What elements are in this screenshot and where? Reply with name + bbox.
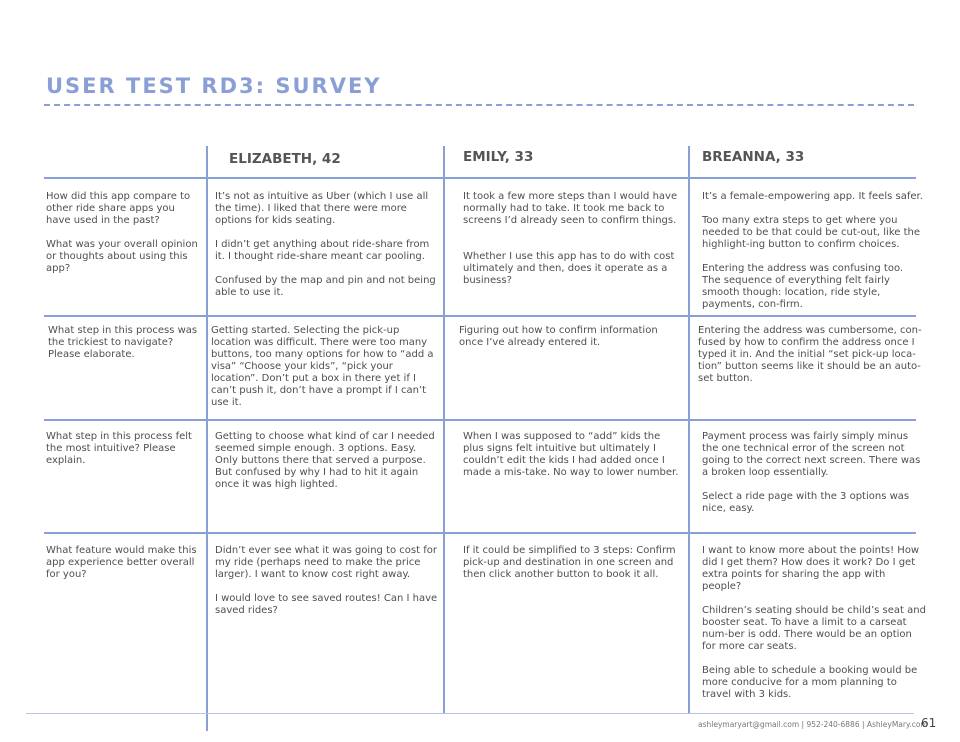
question-text: What step in this process was the trickiest to navigate? Please elaborate. xyxy=(48,325,198,360)
answer-text: Whether I use this app has to do with cost ultimately and then, does it operate as a business? xyxy=(463,251,675,286)
answer-text: Select a ride page with the 3 options was nice, easy. xyxy=(702,491,910,514)
answer-text: It’s a female-empowering app. It feels safer. xyxy=(702,191,923,202)
answer-text: I want to know more about the points! How did I get them? How does it work? Do I get extra points for sharing the app with people? xyxy=(702,545,920,592)
answer-cell-emily xyxy=(463,191,679,287)
page-number: 61 xyxy=(921,716,937,730)
page-title: USER TEST RD3: SURVEY xyxy=(46,74,382,98)
question-cell xyxy=(46,431,204,467)
answer-text: If it could be simplified to 3 steps: Confirm pick-up and destination in one screen and then click another button to book it all. xyxy=(463,545,676,580)
answer-text: Didn’t ever see what it was going to cost for my ride (perhaps need to make the price larger). I want to know cost right away. xyxy=(215,545,437,580)
answer-text: When I was supposed to “add” kids the plus signs felt intuitive but ultimately I couldn’t edit the kids I had added once I made a mis-take. No way to lower number. xyxy=(463,431,679,478)
question-cell xyxy=(48,325,198,361)
answer-cell-breanna xyxy=(702,431,924,515)
footer-contact: ashleymaryart@gmail.com | 952-240-6886 | AshleyMary.com xyxy=(698,720,928,729)
question-text: What step in this process felt the most intuitive? Please explain. xyxy=(46,431,192,466)
answer-text: Too many extra steps to get where you needed to be that could be cut-out, like the highlight-ing button to confirm choices. xyxy=(702,215,921,250)
answer-cell-emily xyxy=(463,431,679,479)
answer-text: Being able to schedule a booking would be more conducive for a mom planning to travel with 3 kids. xyxy=(702,665,918,700)
divider-row-3 xyxy=(44,532,916,534)
question-cell xyxy=(46,191,202,275)
divider-col-1 xyxy=(206,146,208,731)
divider-row-2 xyxy=(44,419,916,421)
answer-text: Payment process was fairly simply minus the one technical error of the screen not going to the correct next screen. There was a broken loop essentially. xyxy=(702,431,921,478)
answer-text: Entering the address was cumbersome, con-fused by how to confirm the address once I typed it in. And the initial “set pick-up loca-tion” button seems like it should be an auto-set button. xyxy=(698,325,922,384)
question-text: How did this app compare to other ride share apps you have used in the past? xyxy=(46,191,191,226)
column-header-breanna: BREANNA, 33 xyxy=(702,149,805,165)
answer-text: It took a few more steps than I would have normally had to take. It took me back to screens I’d already seen to confirm things. xyxy=(463,191,678,226)
answer-cell-elizabeth xyxy=(215,191,440,299)
question-text: What was your overall opinion or thoughts about using this app? xyxy=(46,239,198,274)
answer-cell-breanna xyxy=(702,191,924,311)
answer-text: Getting to choose what kind of car I needed seemed simple enough. 3 options. Easy. Only buttons there that served a purpose. But confused by why I had to hit it again once it was high lighted. xyxy=(215,431,435,490)
answer-text: I didn’t get anything about ride-share from it. I thought ride-share meant car pooling. xyxy=(215,239,430,262)
divider-col-3 xyxy=(688,146,690,713)
divider-row-1 xyxy=(44,315,916,317)
answer-cell-breanna xyxy=(698,325,924,385)
question-text: What feature would make this app experience better overall for you? xyxy=(46,545,197,580)
column-header-elizabeth: ELIZABETH, 42 xyxy=(229,151,341,167)
divider-col-2 xyxy=(443,146,445,421)
title-divider xyxy=(44,104,914,106)
answer-cell-elizabeth xyxy=(211,325,439,409)
answer-cell-elizabeth xyxy=(215,545,440,617)
answer-cell-emily xyxy=(463,545,679,581)
answer-text: Figuring out how to confirm information once I’ve already entered it. xyxy=(459,325,658,348)
divider-col-2-lower xyxy=(443,421,445,713)
answer-text: Getting started. Selecting the pick-up location was difficult. There were too many buttons, too many options for how to “add a visa” “Choose your kids”, “pick your location”. Don’t put a box in there yet if I can’t push it, don’t have a prompt if I can’t use it. xyxy=(211,325,434,408)
column-header-emily: EMILY, 33 xyxy=(463,149,534,165)
answer-cell-emily xyxy=(459,325,681,349)
divider-header xyxy=(44,177,916,179)
answer-text: Entering the address was confusing too. The sequence of everything felt fairly smooth though: location, ride style, payments, con-firm. xyxy=(702,263,904,310)
answer-text: Children’s seating should be child’s seat and booster seat. To have a limit to a carseat num-ber is odd. There would be an option for more car seats. xyxy=(702,605,926,652)
answer-cell-breanna xyxy=(702,545,926,701)
answer-text: Confused by the map and pin and not being able to use it. xyxy=(215,275,436,298)
question-cell xyxy=(46,545,200,581)
answer-text: I would love to see saved routes! Can I have saved rides? xyxy=(215,593,438,616)
divider-footer xyxy=(26,713,914,714)
answer-text: It’s not as intuitive as Uber (which I use all the time). I liked that there were more options for kids seating. xyxy=(215,191,429,226)
answer-cell-elizabeth xyxy=(215,431,440,491)
